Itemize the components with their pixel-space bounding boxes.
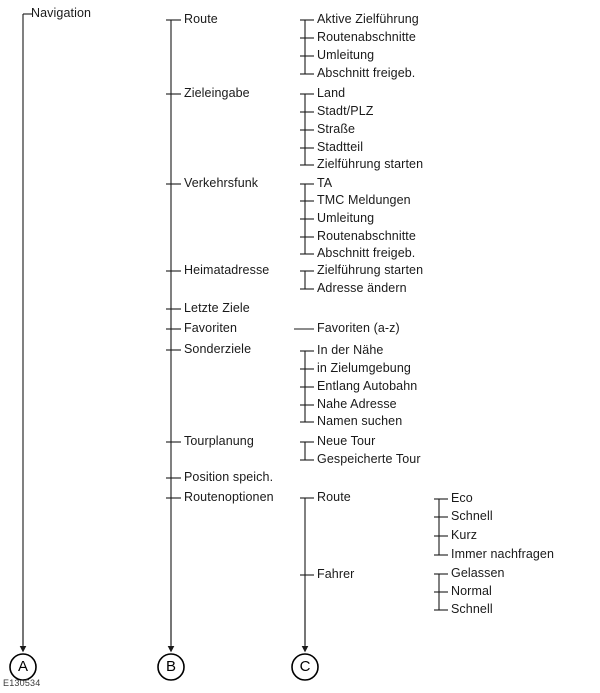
node-l2-position-speich[interactable]: Position speich.	[184, 470, 274, 484]
node-l3-zielfuehrung-starten[interactable]: Zielführung starten	[317, 157, 424, 171]
node-l4-normal[interactable]: Normal	[451, 584, 492, 598]
node-root-navigation[interactable]: Navigation	[31, 6, 92, 20]
node-l3-neue-tour[interactable]: Neue Tour	[317, 434, 376, 448]
node-l2-sonderziele[interactable]: Sonderziele	[184, 342, 252, 356]
node-l3-favoriten-a-z[interactable]: Favoriten (a-z)	[317, 321, 400, 335]
node-l3-stadtteil[interactable]: Stadtteil	[317, 140, 364, 154]
node-l3-in-zielumgebung[interactable]: in Zielumgebung	[317, 361, 411, 375]
node-l2-tourplanung[interactable]: Tourplanung	[184, 434, 254, 448]
connector-marker-label-b: B	[165, 658, 176, 675]
node-l4-schnell[interactable]: Schnell	[451, 509, 493, 523]
node-l3-strasse[interactable]: Straße	[317, 122, 356, 136]
figure-id-label: E130534	[3, 678, 41, 688]
node-l2-letzte-ziele[interactable]: Letzte Ziele	[184, 301, 250, 315]
node-l3-abschnitt-freigeb[interactable]: Abschnitt freigeb.	[317, 246, 416, 260]
node-l4-immer-nachfragen[interactable]: Immer nachfragen	[451, 547, 555, 561]
node-l2-favoriten[interactable]: Favoriten	[184, 321, 238, 335]
node-l3-adresse-aendern[interactable]: Adresse ändern	[317, 281, 407, 295]
node-l3-abschnitt-freigeb[interactable]: Abschnitt freigeb.	[317, 66, 416, 80]
node-l2-zieleingabe[interactable]: Zieleingabe	[184, 86, 250, 100]
node-l4-gelassen[interactable]: Gelassen	[451, 566, 505, 580]
connector-marker-label-c: C	[299, 658, 311, 675]
node-l3-zielfuehrung-starten[interactable]: Zielführung starten	[317, 263, 424, 277]
node-l3-entlang-autobahn[interactable]: Entlang Autobahn	[317, 379, 418, 393]
node-l3-in-der-naehe[interactable]: In der Nähe	[317, 343, 384, 357]
node-l3-umleitung[interactable]: Umleitung	[317, 48, 375, 62]
node-l3-route[interactable]: Route	[317, 490, 351, 504]
node-l3-ta[interactable]: TA	[317, 176, 333, 190]
node-l3-umleitung[interactable]: Umleitung	[317, 211, 375, 225]
node-l2-verkehrsfunk[interactable]: Verkehrsfunk	[184, 176, 259, 190]
node-l3-fahrer[interactable]: Fahrer	[317, 567, 355, 581]
node-l3-tmc-meldungen[interactable]: TMC Meldungen	[317, 193, 411, 207]
connector-marker-label-a: A	[17, 658, 28, 675]
node-l3-land[interactable]: Land	[317, 86, 346, 100]
node-l2-heimatadresse[interactable]: Heimatadresse	[184, 263, 270, 277]
node-l3-namen-suchen[interactable]: Namen suchen	[317, 414, 403, 428]
node-l3-routenabschnitte[interactable]: Routenabschnitte	[317, 229, 416, 243]
node-l3-aktive-zielfuehrung[interactable]: Aktive Zielführung	[317, 12, 419, 26]
node-l3-nahe-adresse[interactable]: Nahe Adresse	[317, 397, 397, 411]
node-l4-kurz[interactable]: Kurz	[451, 528, 478, 542]
node-l3-routenabschnitte[interactable]: Routenabschnitte	[317, 30, 416, 44]
node-l3-gespeicherte-tour[interactable]: Gespeicherte Tour	[317, 452, 421, 466]
node-l4-schnell[interactable]: Schnell	[451, 602, 493, 616]
node-l2-route[interactable]: Route	[184, 12, 218, 26]
node-l4-eco[interactable]: Eco	[451, 491, 473, 505]
node-l3-stadt-plz[interactable]: Stadt/PLZ	[317, 104, 374, 118]
node-l2-routenoptionen[interactable]: Routenoptionen	[184, 490, 274, 504]
